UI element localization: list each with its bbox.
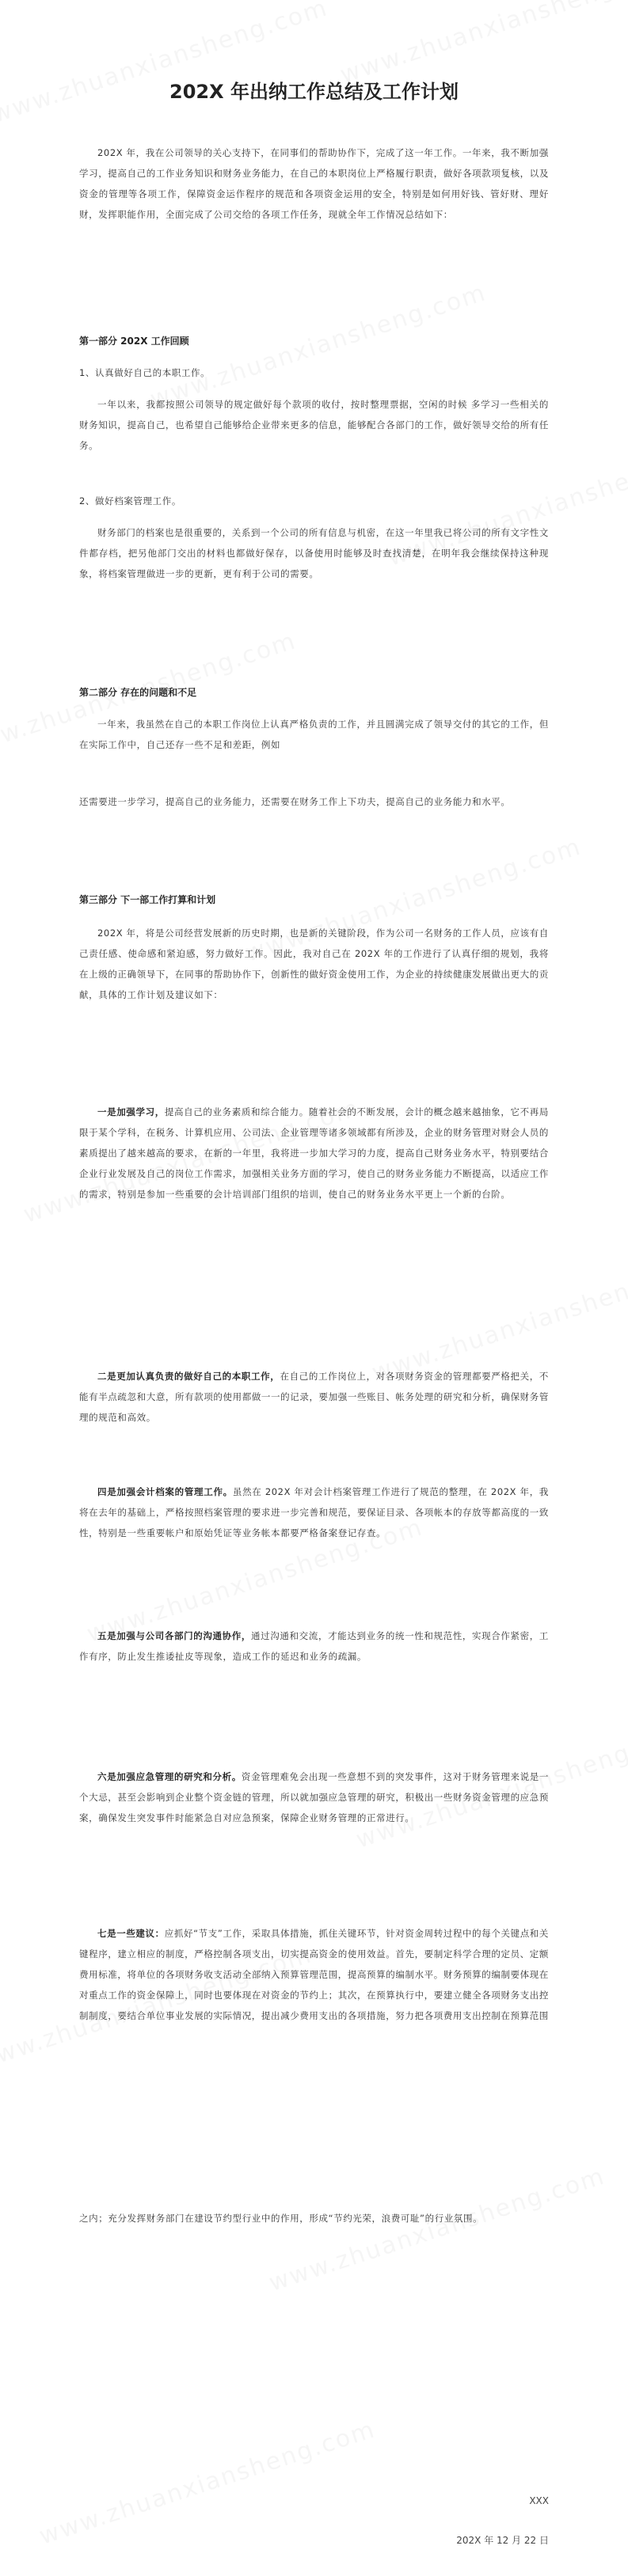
plan-item-lead: 七是一些建议：: [97, 1928, 165, 1939]
plan-item-5: [79, 1766, 549, 1828]
plan-item-body: 虽然在 202X 年对会计档案管理工作进行了规范的整理，在 202X 年，我将在去年的基础上，严格按照档案管理的要求进一步完善和规范，要保证目录、各项帐本的存放等都高度的一致性，特别是一些重要帐户和原始凭证等业务帐本都要严格备案登记存查。: [79, 1486, 549, 1538]
part3-closing: 之内；充分发挥财务部门在建设节约型行业中的作用，形成“节约光荣，浪费可耻”的行业氛围。: [79, 2213, 483, 2224]
plan-item-body: 应抓好“节支”工作，采取具体措施，抓住关键环节，针对资金周转过程中的每个关键点和关键程序，建立相应的制度，严格控制各项支出，切实提高资金的使用效益。首先，要制定科学合理的定员、定额费用标准，将单位的各项财务收支活动全部纳入预算管理范围，提高预算的编制水平。财务预算的编制要体现在对重点工作的资金保障上，同时也要体现在对资金的节约上；其次，在预算执行中，要建立健全各项财务支出控制制度，要结合单位事业发展的实际情况，提出减少费用支出的各项措施，努力把各项费用支出控制在预算范围: [79, 1928, 549, 2021]
plan-item-lead: 六是加强应急管理的研究和分析。: [97, 1771, 242, 1782]
signature-date: 202X 年 12 月 22 日: [456, 2535, 549, 2546]
plan-item-body: 提高自己的业务素质和综合能力。随着社会的不断发展，会计的概念越来越抽象，它不再局限于某个学科，在税务、计算机应用、公司法、企业管理等诸多领域都有所涉及，企业的财务管理对财会人员的素质提出了越来越高的要求，在新的一年里，我将进一步加大学习的力度，提高自己财务业务水平，特别要结合企业行业发展及自己的岗位工作需求，加强相关业务方面的学习，使自己的财务业务能力不断提高，以适应工作的需求，特别是参加一些重要的会计培训部门组织的培训，使自己的财务业务水平更上一个新的台阶。: [79, 1106, 550, 1200]
part2-heading: 第二部分 存在的问题和不足: [79, 687, 197, 698]
plan-item-4: [79, 1626, 549, 1667]
plan-item-6: [79, 1923, 549, 2026]
part3-intro: 202X 年，将是公司经营发展新的历史时期，也是新的关键阶段，作为公司一名财务的工作人员，应该有自己责任感、使命感和紧迫感，努力做好工作。因此，我对自己在 202X 年的工作进行了认真仔细的规划，我将在上级的正确领导下，在同事的帮助协作下，创新性的做好资金使用工作，为企业的持续健康发展做出更大的贡献，具体的工作计划及建议如下：: [79, 928, 549, 1000]
plan-item-lead: 一是加强学习，: [97, 1106, 165, 1117]
plan-item-body: 通过沟通和交流，才能达到业务的统一性和规范性，实现合作紧密，工作有序，防止发生推诿扯皮等现象，造成工作的延迟和业务的疏漏。: [79, 1630, 549, 1662]
plan-item-lead: 五是加强与公司各部门的沟通协作，: [97, 1630, 252, 1641]
plan-item-body: 资金管理难免会出现一些意想不到的突发事件，这对于财务管理来说是一个大忌，甚至会影响到企业整个资金链的管理，所以就加强应急管理的研究，积极出一些财务资金管理的应急预案，确保发生突发事件时能紧急自对应急预案，保障企业财务管理的正常进行。: [79, 1771, 549, 1823]
watermark-text: [265, 2162, 608, 2297]
signature-name: XXX: [529, 2495, 549, 2506]
plan-item-2: [79, 1366, 549, 1428]
part1-paragraph-2: 财务部门的档案也是很重要的，关系到一个公司的所有信息与机密，在这一年里我已将公司的所有文字性文件都存档，把另他部门交出的材料也都做好保存，以备使用时能够及时查找清楚，在明年我会继续保持这种现象，将档案管理做进一步的更新，更有利于公司的需要。: [79, 527, 549, 579]
watermark-text: [0, 0, 331, 129]
plan-item-lead: 四是加强会计档案的管理工作。: [97, 1486, 233, 1497]
plan-item-3: [79, 1481, 549, 1543]
plan-item-1: [79, 1102, 549, 1205]
document-title: 202X 年出纳工作总结及工作计划: [169, 81, 459, 103]
part1-heading: 第一部分 202X 工作回顾: [79, 336, 189, 347]
part2-paragraph-1: 一年来，我虽然在自己的本职工作岗位上认真严格负责的工作，并且圆满完成了领导交付的其它的工作，但在实际工作中，自己还存一些不足和差距，例如: [79, 719, 549, 750]
part1-subheading-2: 2、做好档案管理工作。: [79, 495, 181, 506]
part1-paragraph-1: 一年以来，我都按照公司领导的规定做好每个款项的收付，按时整理票据，空闲的时候 多学习一些相关的财务知识，提高自己，也希望自己能够给企业带来更多的信息，能够配合各部门的工作，做好领导交给的所有任务。: [79, 399, 549, 451]
part2-paragraph-2: 还需要进一步学习，提高自己的业务能力，还需要在财务工作上下功夫，提高自己的业务能力和水平。: [79, 796, 511, 807]
part3-heading: 第三部分 下一部工作打算和计划: [79, 894, 216, 905]
watermark-text: [36, 2415, 379, 2550]
part1-subheading-1: 1、认真做好自己的本职工作。: [79, 367, 211, 378]
plan-item-lead: 二是更加认真负责的做好自己的本职工作，: [97, 1371, 280, 1382]
plan-item-body: 在自己的工作岗位上，对各项财务资金的管理都要严格把关，不能有半点疏忽和大意，所有款项的使用都做一一的记录，要加强一些账目、帐务处理的研究和分析，确保财务管理的规范和高效。: [79, 1371, 549, 1423]
intro-paragraph: 202X 年，我在公司领导的关心支持下，在同事们的帮助协作下，完成了这一年工作。一年来，我不断加强学习，提高自己的工作业务知识和财务业务能力，在自己的本职岗位上严格履行职责，做好各项款项复核，以及资金的管理等各项工作，保障资金运作程序的规范和各项资金运用的安全，特别是如何用好钱、管好财、理好财，发挥职能作用，全面完成了公司交给的各项工作任务，现就全年工作情况总结如下：: [79, 147, 549, 220]
